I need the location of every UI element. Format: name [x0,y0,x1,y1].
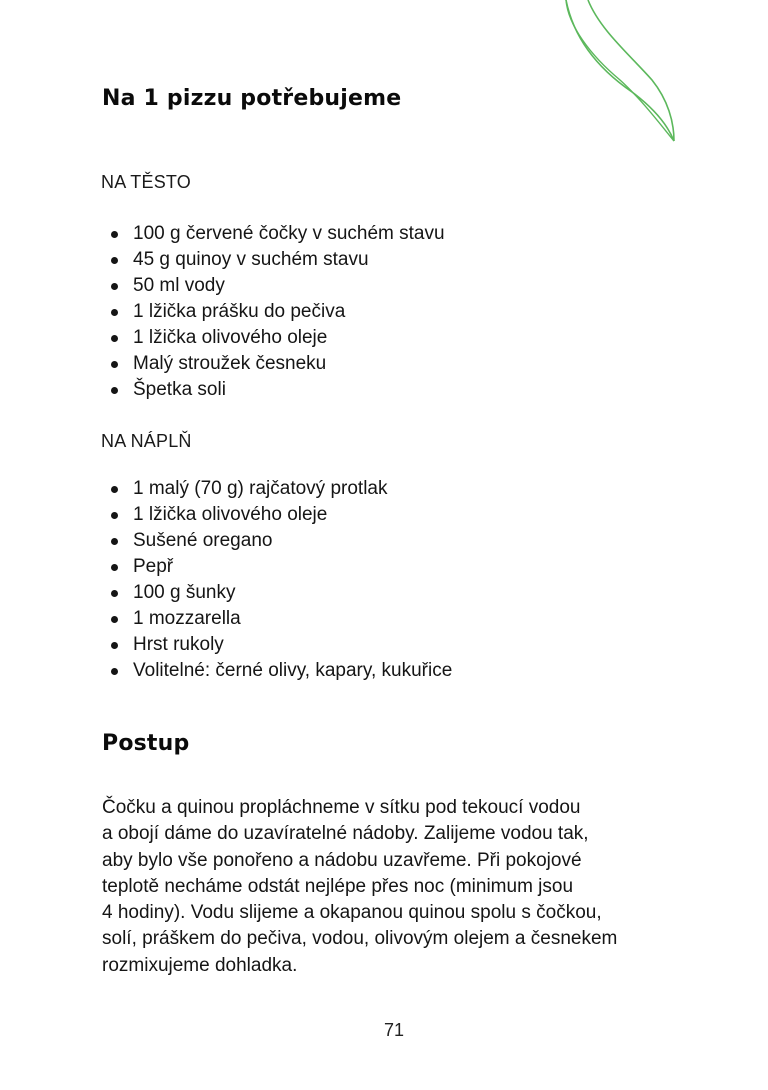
list-item [0,580,452,606]
list-item-text: Špetka soli [133,379,226,400]
list-item [0,273,445,299]
method-paragraph [102,795,682,979]
bullet-icon [111,668,118,675]
list-item [0,554,452,580]
bullet-icon [111,590,118,597]
method-line: rozmixujeme dohladka. [102,954,298,976]
list-item-text: 1 lžička olivového oleje [133,327,328,348]
bullet-icon [111,564,118,571]
list-item-text: 1 lžička prášku do pečiva [133,301,346,322]
list-item-text: 50 ml vody [133,275,225,296]
list-item [0,658,452,684]
list-item-text: Volitelné: černé olivy, kapary, kukuřice [133,660,453,681]
dough-ingredient-list [0,221,445,403]
list-item-text: 1 malý (70 g) rajčatový protlak [133,478,388,499]
list-item-text: Malý stroužek česneku [133,353,327,374]
list-item [0,325,445,351]
list-item [0,247,445,273]
filling-subheading: NA NÁPLŇ [101,431,192,451]
list-item-text: Pepř [133,556,174,577]
ingredients-heading: Na 1 pizzu potřebujeme [102,86,402,111]
method-line: solí, práškem do pečiva, vodou, olivovým olejem a česnekem [102,928,618,950]
list-item [0,606,452,632]
leaf-decoration-icon [560,0,690,150]
list-item [0,528,452,554]
bullet-icon [111,642,118,649]
filling-ingredient-list [0,476,452,684]
list-item-text: 1 lžička olivového oleje [133,504,328,525]
bullet-icon [111,231,118,238]
bullet-icon [111,257,118,264]
method-line: aby bylo vše ponořeno a nádobu uzavřeme. Při pokojové [102,849,582,871]
method-line: Čočku a quinou propláchneme v sítku pod tekoucí vodou [102,797,581,818]
list-item [0,632,452,658]
list-item-text: Hrst rukoly [133,634,224,655]
method-line: 4 hodiny). Vodu slijeme a okapanou quinou spolu s čočkou, [102,902,602,924]
bullet-icon [111,512,118,519]
list-item [0,299,445,325]
dough-subheading: NA TĚSTO [101,172,191,192]
list-item [0,502,452,528]
list-item [0,351,445,377]
list-item-text: 100 g šunky [133,582,236,603]
list-item-text: 1 mozzarella [133,608,241,629]
bullet-icon [111,309,118,316]
bullet-icon [111,283,118,290]
method-line: a obojí dáme do uzavíratelné nádoby. Zalijeme vodou tak, [102,823,589,845]
list-item [0,377,445,403]
list-item-text: 45 g quinoy v suchém stavu [133,249,369,270]
bullet-icon [111,538,118,545]
method-line: teplotě necháme odstát nejlépe přes noc (minimum jsou [102,875,574,897]
list-item [0,476,452,502]
bullet-icon [111,486,118,493]
list-item [0,221,445,247]
bullet-icon [111,361,118,368]
page-number: 71 [383,1020,405,1040]
bullet-icon [111,616,118,623]
list-item-text: Sušené oregano [133,530,273,551]
method-heading: Postup [102,731,190,756]
bullet-icon [111,387,118,394]
bullet-icon [111,335,118,342]
list-item-text: 100 g červené čočky v suchém stavu [133,223,445,244]
